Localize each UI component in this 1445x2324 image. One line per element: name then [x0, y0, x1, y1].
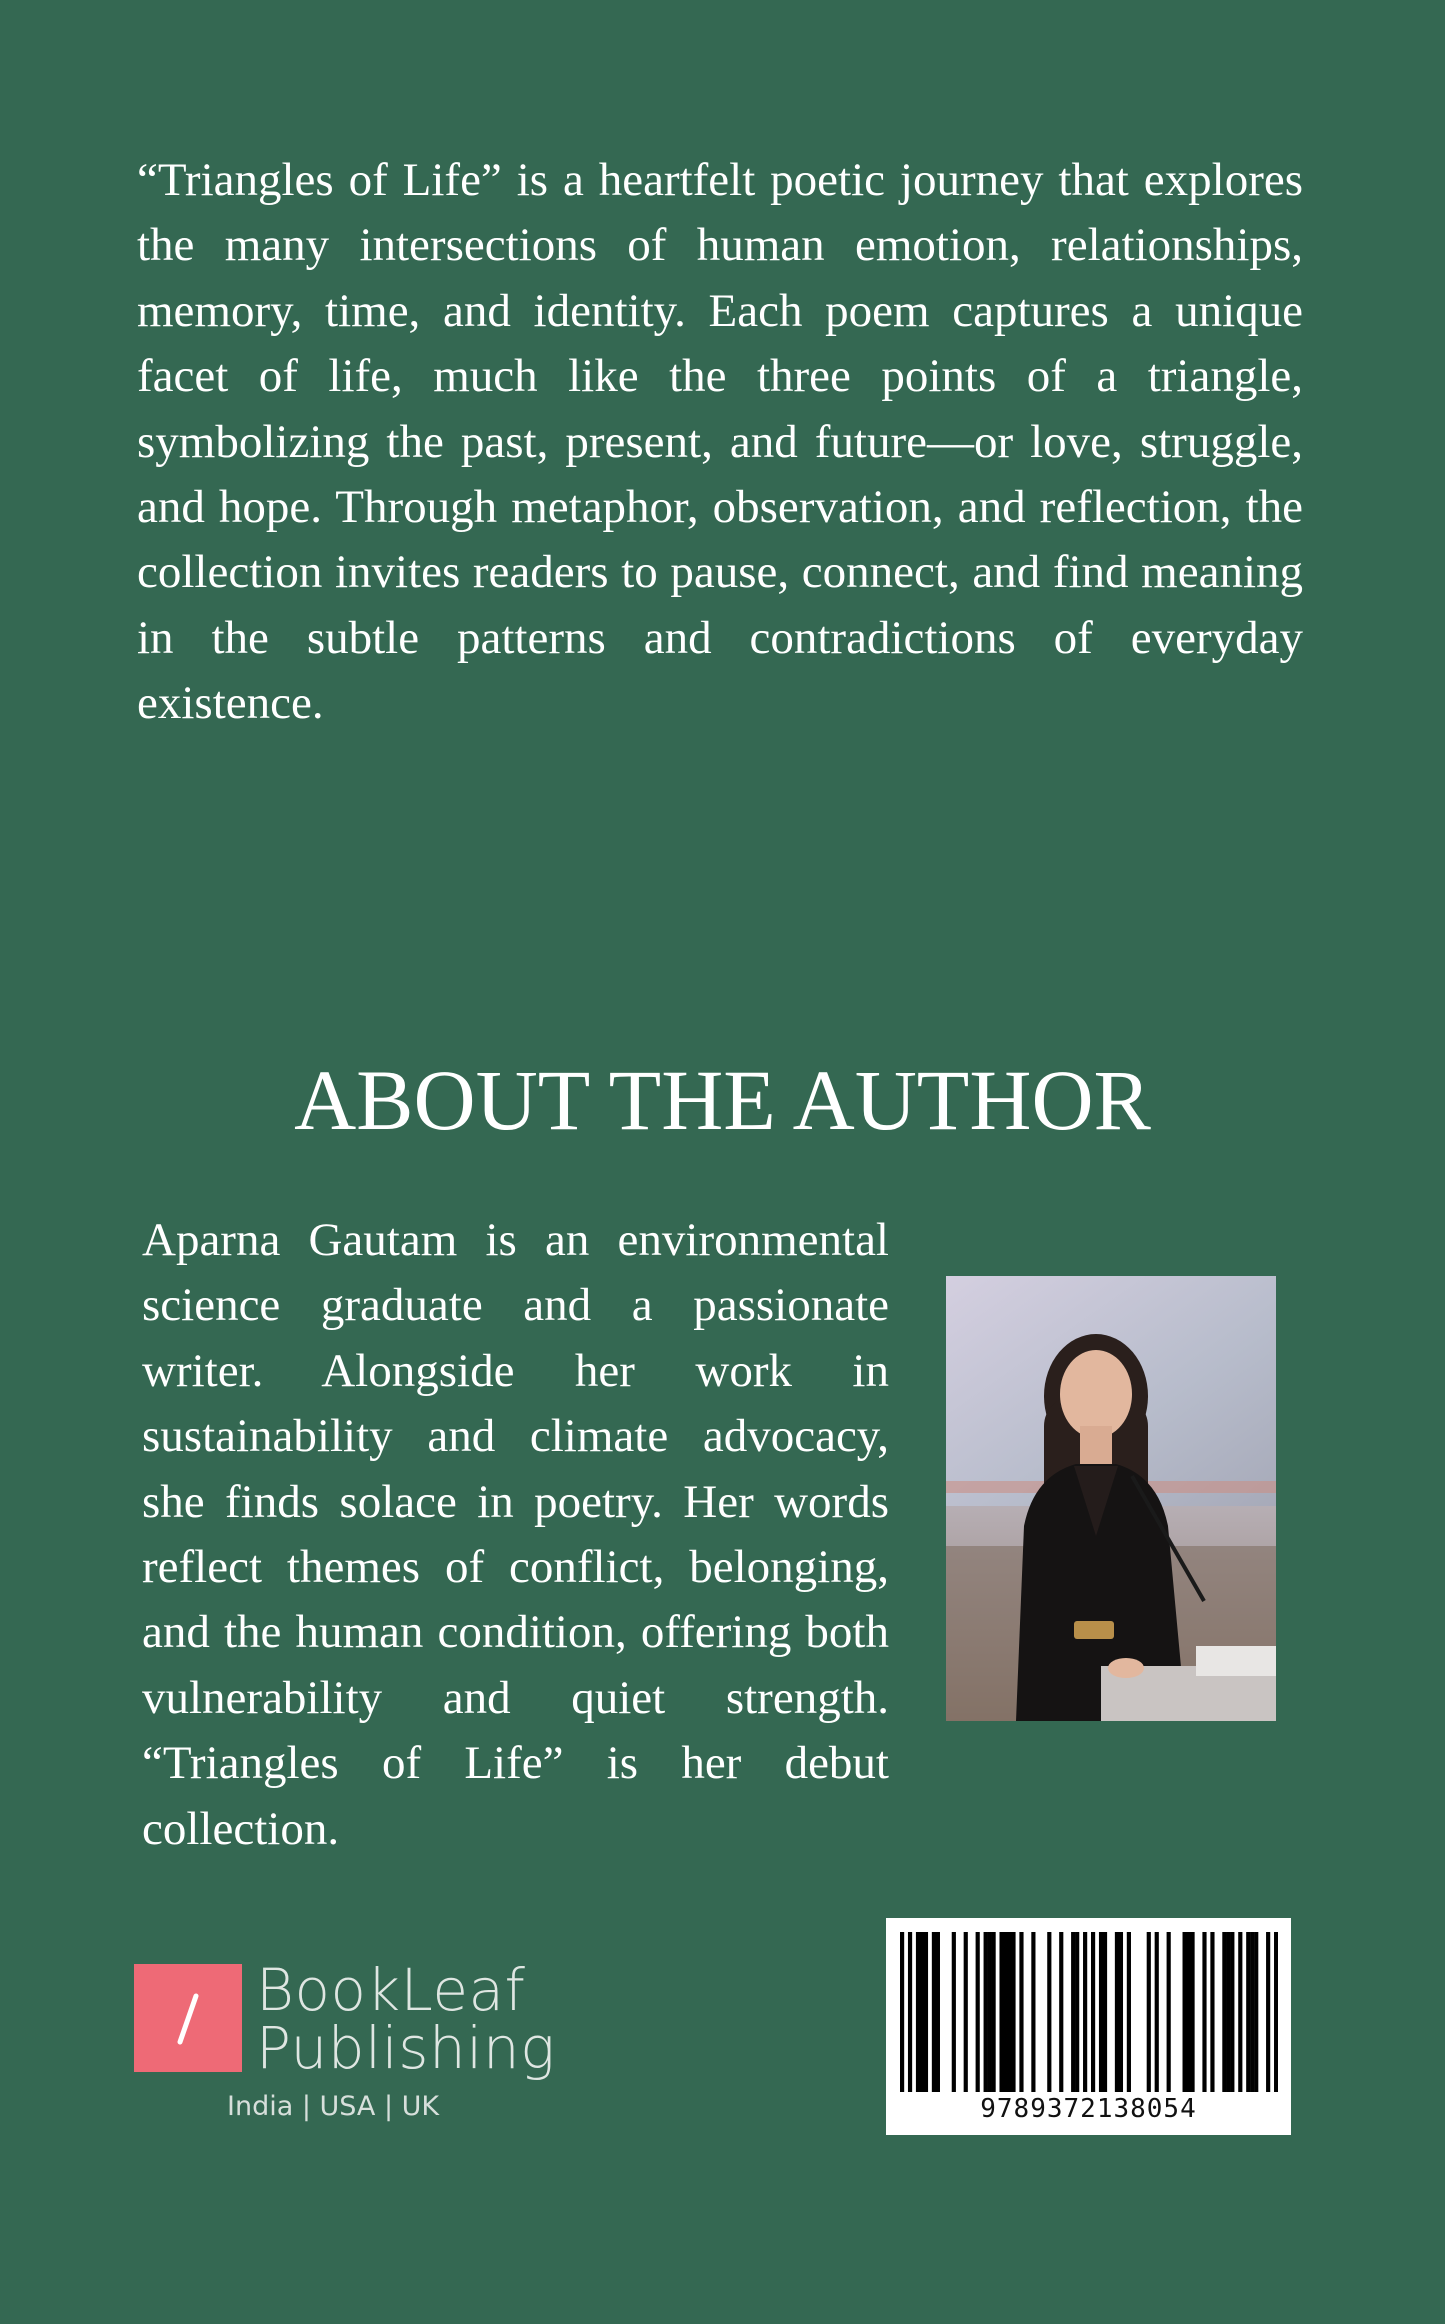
- author-bio: Aparna Gautam is an environmental science graduate and a passionate writer. Alongside her work in sustainability and climate advocacy, she finds solace in poetry. Her words reflect themes of conflict, belonging, and the human condition, offering both vulnerability and quiet strength. “Triangles of Life” is her debut collection.: [142, 1214, 889, 1855]
- barcode-bar: [984, 1932, 988, 2092]
- barcode-bar: [964, 1932, 968, 2092]
- barcode-icon: [900, 1932, 1278, 2092]
- isbn-number: 9789372138054: [980, 2094, 1197, 2124]
- barcode-bar: [936, 1932, 940, 2092]
- barcode-bar: [1167, 1932, 1171, 2092]
- publisher-name-line1: BookLeaf: [256, 1956, 526, 2024]
- barcode-bar: [924, 1932, 928, 2092]
- barcode-bar: [1019, 1932, 1023, 2092]
- barcode-bar: [1222, 1932, 1226, 2092]
- about-author-heading: ABOUT THE AUTHOR: [294, 1052, 1151, 1148]
- barcode-bar: [1127, 1932, 1131, 2092]
- barcode-bar: [992, 1932, 996, 2092]
- barcode-bar: [1147, 1932, 1151, 2092]
- barcode-bar: [1091, 1932, 1095, 2092]
- barcode-bar: [920, 1932, 924, 2092]
- barcode-bar: [976, 1932, 980, 2092]
- barcode-bar: [1246, 1932, 1250, 2092]
- barcode-bar: [1059, 1932, 1063, 2092]
- barcode-bar: [1103, 1932, 1107, 2092]
- barcode-bar: [916, 1932, 920, 2092]
- isbn-barcode: [886, 1918, 1291, 2135]
- barcode-bar: [1274, 1932, 1278, 2092]
- author-photo: [946, 1276, 1276, 1721]
- barcode-bar: [1007, 1932, 1011, 2092]
- barcode-bar: [1210, 1932, 1214, 2092]
- barcode-bar: [1254, 1932, 1258, 2092]
- barcode-bar: [1186, 1932, 1190, 2092]
- barcode-bar: [1250, 1932, 1254, 2092]
- barcode-bar: [1003, 1932, 1007, 2092]
- barcode-bar: [1071, 1932, 1075, 2092]
- barcode-bar: [1238, 1932, 1242, 2092]
- book-blurb: “Triangles of Life” is a heartfelt poetic journey that explores the many intersections of human emotion, relationships, memory, time, and identity. Each poem captures a unique facet of life, much like the three points of a triangle, symbolizing the past, present, and future—or love, struggle, and hope. Through metaphor, observation, and reflection, the collection invites readers to pause, connect, and find meaning in the subtle patterns and contradictions of everyday existence.: [137, 154, 1303, 730]
- barcode-bar: [1011, 1932, 1015, 2092]
- slash-logo-icon: [134, 1964, 242, 2072]
- barcode-bar: [999, 1932, 1003, 2092]
- barcode-bar: [1083, 1932, 1087, 2092]
- barcode-bar: [1226, 1932, 1230, 2092]
- barcode-bar: [1099, 1932, 1103, 2092]
- barcode-bar: [952, 1932, 956, 2092]
- publisher-logo: [134, 1956, 556, 2140]
- barcode-bar: [988, 1932, 992, 2092]
- barcode-bar: [1202, 1932, 1206, 2092]
- barcode-bar: [1183, 1932, 1187, 2092]
- barcode-bar: [1155, 1932, 1159, 2092]
- barcode-bar: [1190, 1932, 1194, 2092]
- barcode-bar: [1266, 1932, 1270, 2092]
- barcode-bar: [1047, 1932, 1051, 2092]
- barcode-bar: [1031, 1932, 1035, 2092]
- barcode-bar: [932, 1932, 936, 2092]
- barcode-bar: [1115, 1932, 1119, 2092]
- barcode-bar: [1119, 1932, 1123, 2092]
- barcode-bar: [1230, 1932, 1234, 2092]
- barcode-bar: [1075, 1932, 1079, 2092]
- publisher-regions: India | USA | UK: [227, 2091, 440, 2122]
- publisher-name-line2: Publishing: [256, 2014, 556, 2082]
- barcode-bar: [900, 1932, 904, 2092]
- barcode-bar: [908, 1932, 912, 2092]
